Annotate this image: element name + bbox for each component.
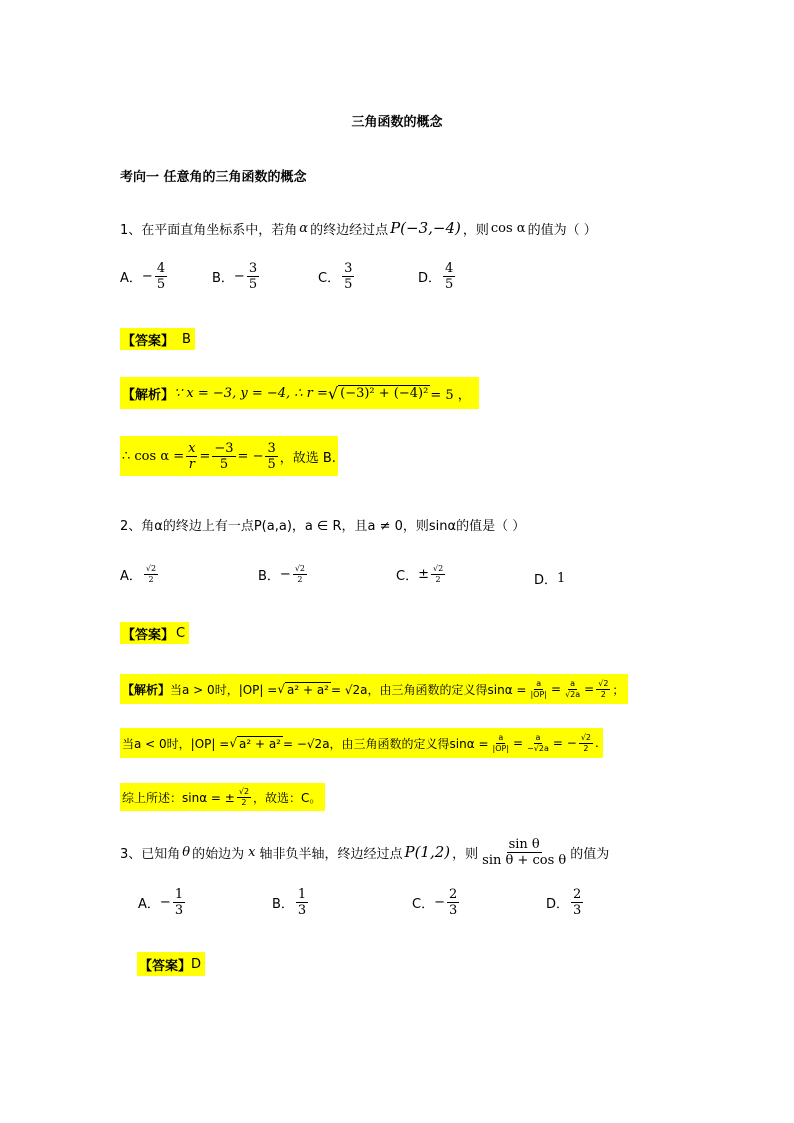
option-label: C． <box>318 271 341 286</box>
option-sign: ± <box>418 567 429 582</box>
q3-text-b: 的始边为 <box>192 846 245 862</box>
fraction-denominator: 5 <box>267 456 276 472</box>
analysis-text: = √2a，由三角函数的定义得sinα = <box>331 682 527 697</box>
q1-option-b[interactable] <box>212 262 261 291</box>
q3-option-b[interactable] <box>272 888 310 917</box>
option-label: A． <box>120 569 142 584</box>
analysis-text: 当a > 0时，|OP| = <box>170 682 278 697</box>
sqrt-sign: √ <box>327 383 339 403</box>
q3-theta: θ <box>182 844 191 860</box>
fraction-numerator: a <box>536 678 542 688</box>
answer-label: 【答案】 <box>122 627 175 643</box>
option-numerator: 2 <box>448 887 458 902</box>
q1-alpha: α <box>299 220 309 236</box>
fraction-numerator: sin θ <box>508 836 540 852</box>
option-label: A． <box>120 271 142 286</box>
option-numerator: 1 <box>174 887 184 902</box>
option-value: 1 <box>557 571 566 586</box>
q1-answer <box>120 328 195 350</box>
q1-text-d: 的值为（ ） <box>527 222 597 238</box>
question-1 <box>120 218 597 238</box>
sqrt-radicand: a² + a² <box>238 736 281 751</box>
q3-point: P(1,2) <box>404 843 451 861</box>
option-numerator: √2 <box>145 564 157 573</box>
q1-text-b: 的终边经过点 <box>310 222 389 238</box>
q2-option-a[interactable] <box>120 565 160 584</box>
option-label: D． <box>418 271 442 286</box>
q1-point: P(−3,−4) <box>390 219 461 237</box>
fraction-numerator: √2 <box>598 678 609 688</box>
fraction-numerator: √2 <box>238 786 250 796</box>
option-label: B． <box>258 569 280 584</box>
option-label: D． <box>534 573 558 588</box>
answer-value: B <box>182 331 191 347</box>
fraction-denominator: 2 <box>241 797 247 807</box>
analysis-text: 综上所述：sinα = ± <box>122 790 235 805</box>
fraction-numerator: a <box>570 678 576 688</box>
q3-text-e: 的值为 <box>570 846 610 862</box>
sqrt-sign: √ <box>277 682 285 696</box>
option-denominator: 5 <box>445 277 454 292</box>
fraction-numerator: −3 <box>214 440 234 456</box>
fraction-numerator: √2 <box>580 732 592 742</box>
fraction-denominator: |OP| <box>492 743 510 753</box>
option-numerator: √2 <box>294 564 306 573</box>
q3-answer <box>137 952 205 976</box>
q3-option-a[interactable] <box>138 888 187 917</box>
q2-analysis-line-1: 【解析】 当a > 0时，|OP| = √ a² + a² = √2a，由三角函数的定义得sinα = $\frac{a}{|OP|}$ = $\frac{a}{√2a}$ = $\frac{√2}{2}$ ； <box>120 674 628 704</box>
analysis-label: 【解析】 <box>122 682 171 697</box>
option-denominator: 3 <box>573 903 582 918</box>
analysis-text-end: = 5 ， <box>430 387 471 403</box>
option-denominator: 5 <box>344 277 353 292</box>
answer-label: 【答案】 <box>139 958 192 974</box>
q2-answer <box>120 622 189 644</box>
analysis-text-end: ； <box>612 682 625 697</box>
option-label: B． <box>272 897 294 912</box>
fraction-denominator: 5 <box>219 456 229 472</box>
fraction-numerator: x <box>188 440 196 456</box>
q1-option-a[interactable] <box>120 262 169 291</box>
q3-text-a: 3、已知角 <box>120 846 181 862</box>
page-title: 三角函数的概念 <box>351 115 443 130</box>
option-denominator: 3 <box>448 903 458 918</box>
q1-text-c: ，则 <box>462 222 489 238</box>
option-denominator: 3 <box>174 903 184 918</box>
q1-cos: cos α <box>490 220 526 236</box>
q3-text-d: ，则 <box>452 846 479 862</box>
q1-analysis-line-2: ∴ cos α = $\frac{x}{r}$ = $\frac{-3}{5}$ = − $\frac{3}{5}$ ，故选 B. <box>120 436 338 476</box>
answer-label: 【答案】 <box>122 333 175 349</box>
q1-option-c[interactable] <box>318 262 356 291</box>
fraction-denominator: r <box>188 456 195 472</box>
analysis-text: = −√2a，由三角函数的定义得sinα = <box>282 736 489 751</box>
q2-option-c[interactable] <box>396 565 447 584</box>
fraction-denominator: 2 <box>600 689 606 699</box>
q1-text-a: 1、在平面直角坐标系中，若角 <box>120 222 298 238</box>
sqrt-radicand: a² + a² <box>286 682 329 697</box>
option-denominator: 5 <box>248 277 258 292</box>
option-sign: − <box>159 895 171 910</box>
q3-x: x <box>248 844 256 860</box>
option-label: C． <box>412 897 435 912</box>
option-numerator: 4 <box>156 261 166 276</box>
question-3 <box>120 833 609 871</box>
fraction-denominator: −√2a <box>527 743 549 753</box>
option-denominator: 2 <box>297 575 303 584</box>
fraction-numerator: 3 <box>267 440 276 456</box>
q3-option-c[interactable] <box>412 888 461 917</box>
answer-value: C <box>176 625 186 641</box>
option-label: A． <box>138 897 160 912</box>
fraction-denominator: √2a <box>565 689 581 699</box>
option-denominator: 2 <box>435 575 441 584</box>
analysis-label: 【解析】 <box>122 387 175 403</box>
question-2: 2、角α的终边上有一点P(a,a)，a ∈ R，且a ≠ 0，则sinα的值是（ ） <box>120 518 526 534</box>
option-sign: − <box>279 567 291 582</box>
option-label: D． <box>546 897 570 912</box>
option-numerator: 3 <box>344 261 353 276</box>
fraction-numerator: a <box>498 732 504 742</box>
fraction-denominator: |OP| <box>530 689 547 699</box>
option-numerator: √2 <box>432 564 444 573</box>
analysis-text-end: . <box>595 736 599 750</box>
option-sign: − <box>141 269 153 284</box>
section-heading: 考向一 任意角的三角函数的概念 <box>120 170 307 185</box>
option-label: C． <box>396 569 419 584</box>
option-label: B． <box>212 271 234 286</box>
fraction-denominator: sin θ + cos θ <box>482 852 567 868</box>
analysis-text-end: ，故选：C。 <box>253 790 322 805</box>
q2-analysis-line-3 <box>120 783 325 811</box>
q3-option-d[interactable] <box>546 888 585 917</box>
analysis-text: ∴ cos α = <box>122 448 185 464</box>
q3-text-c: 轴非负半轴，终边经过点 <box>259 846 403 862</box>
sqrt-radicand: (−3)² + (−4)² <box>340 386 429 401</box>
q2-option-d[interactable] <box>534 569 565 588</box>
option-numerator: 1 <box>297 887 307 902</box>
q1-option-d[interactable] <box>418 262 457 291</box>
option-denominator: 2 <box>148 575 154 584</box>
fraction-numerator: a <box>535 732 541 742</box>
sqrt-sign: √ <box>229 736 237 750</box>
q2-analysis-line-2: 当a < 0时，|OP| = √ a² + a² = −√2a，由三角函数的定义得sinα = $\frac{a}{|OP|}$ = $\frac{a}{-√2a}$ = − $\frac{√2}{2}$ . <box>120 728 603 758</box>
q2-option-b[interactable] <box>258 565 309 584</box>
fraction-denominator: 2 <box>583 743 589 753</box>
option-numerator: 2 <box>573 887 582 902</box>
analysis-text: ∵ x = −3, y = −4, ∴ r = <box>174 385 328 401</box>
option-denominator: 3 <box>297 903 307 918</box>
q1-analysis-line-1 <box>120 377 479 409</box>
analysis-text: 当a < 0时，|OP| = <box>122 736 230 751</box>
option-sign: − <box>233 269 245 284</box>
analysis-text-end: ，故选 B. <box>279 450 336 466</box>
option-sign: − <box>434 895 445 910</box>
option-numerator: 3 <box>248 261 258 276</box>
option-numerator: 4 <box>445 261 454 276</box>
option-denominator: 5 <box>156 277 166 292</box>
answer-value: D <box>191 956 202 972</box>
